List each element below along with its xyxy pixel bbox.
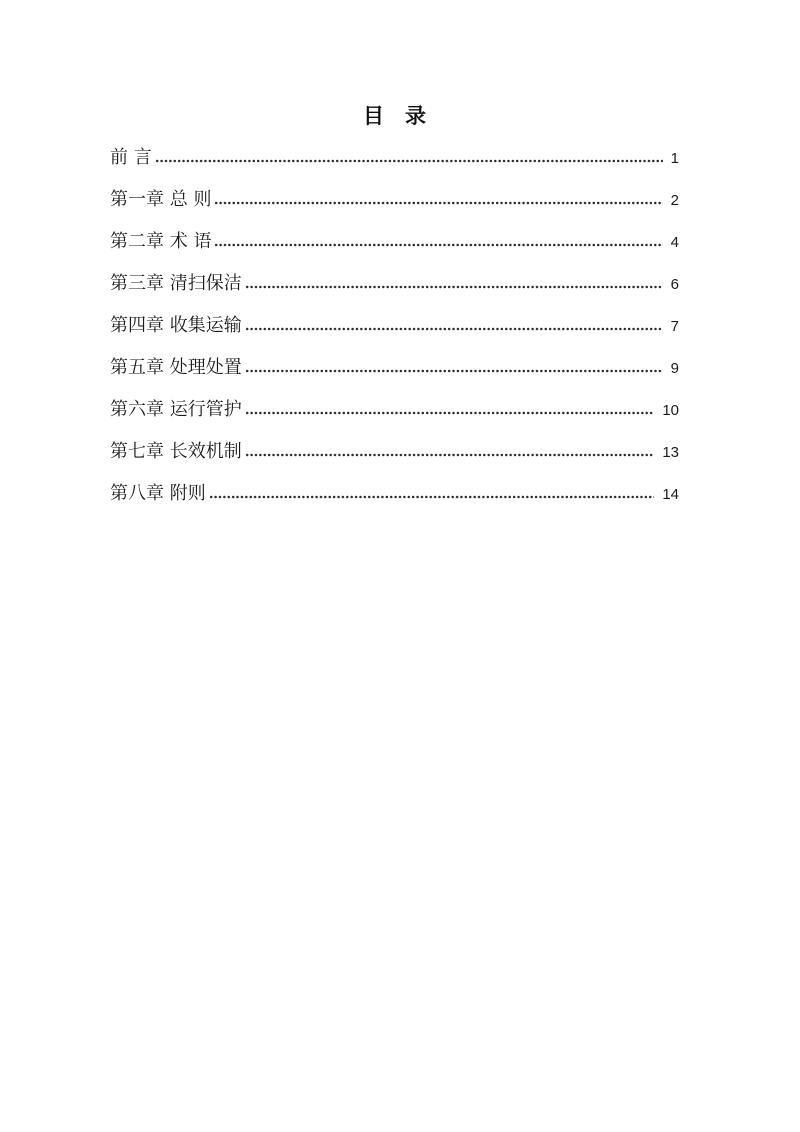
- toc-entry-label: 第七章 长效机制: [110, 441, 242, 462]
- toc-page-number: 1: [670, 150, 679, 167]
- toc-entry-label: 第一章 总 则: [110, 189, 212, 210]
- toc-entry[interactable]: [110, 189, 679, 231]
- toc-entry[interactable]: [110, 357, 679, 399]
- dot-leader: [245, 400, 655, 415]
- toc-entry[interactable]: [110, 273, 679, 315]
- toc-entry[interactable]: [110, 147, 679, 189]
- toc-page-number: 9: [670, 360, 679, 377]
- toc-page-number: 10: [662, 402, 679, 419]
- dot-leader: [245, 316, 663, 331]
- toc-entry-label: 第四章 收集运输: [110, 315, 242, 336]
- dot-leader: [155, 148, 663, 163]
- toc-entry-label: 第二章 术 语: [110, 231, 212, 252]
- table-of-contents: [110, 147, 679, 525]
- toc-page-number: 14: [662, 486, 679, 503]
- toc-entry[interactable]: [110, 231, 679, 273]
- toc-entry-label: 第六章 运行管护: [110, 399, 242, 420]
- toc-page-number: 13: [662, 444, 679, 461]
- toc-entry-label: 前 言: [110, 147, 152, 168]
- dot-leader: [245, 274, 663, 289]
- dot-leader: [245, 358, 663, 373]
- toc-entry-label: 第八章 附则: [110, 483, 206, 504]
- toc-entry-label: 第五章 处理处置: [110, 357, 242, 378]
- toc-page-number: 7: [670, 318, 679, 335]
- toc-title: 目 录: [363, 103, 426, 128]
- toc-page-number: 6: [670, 276, 679, 293]
- dot-leader: [209, 484, 655, 499]
- toc-entry-label: 第三章 清扫保洁: [110, 273, 242, 294]
- toc-page-number: 4: [670, 234, 679, 251]
- toc-entry[interactable]: [110, 441, 679, 483]
- toc-content: [110, 104, 679, 525]
- toc-page-number: 2: [670, 192, 679, 209]
- toc-entry[interactable]: [110, 483, 679, 525]
- toc-entry[interactable]: [110, 315, 679, 357]
- toc-entry[interactable]: [110, 399, 679, 441]
- dot-leader: [245, 442, 655, 457]
- dot-leader: [214, 232, 662, 247]
- dot-leader: [214, 190, 662, 205]
